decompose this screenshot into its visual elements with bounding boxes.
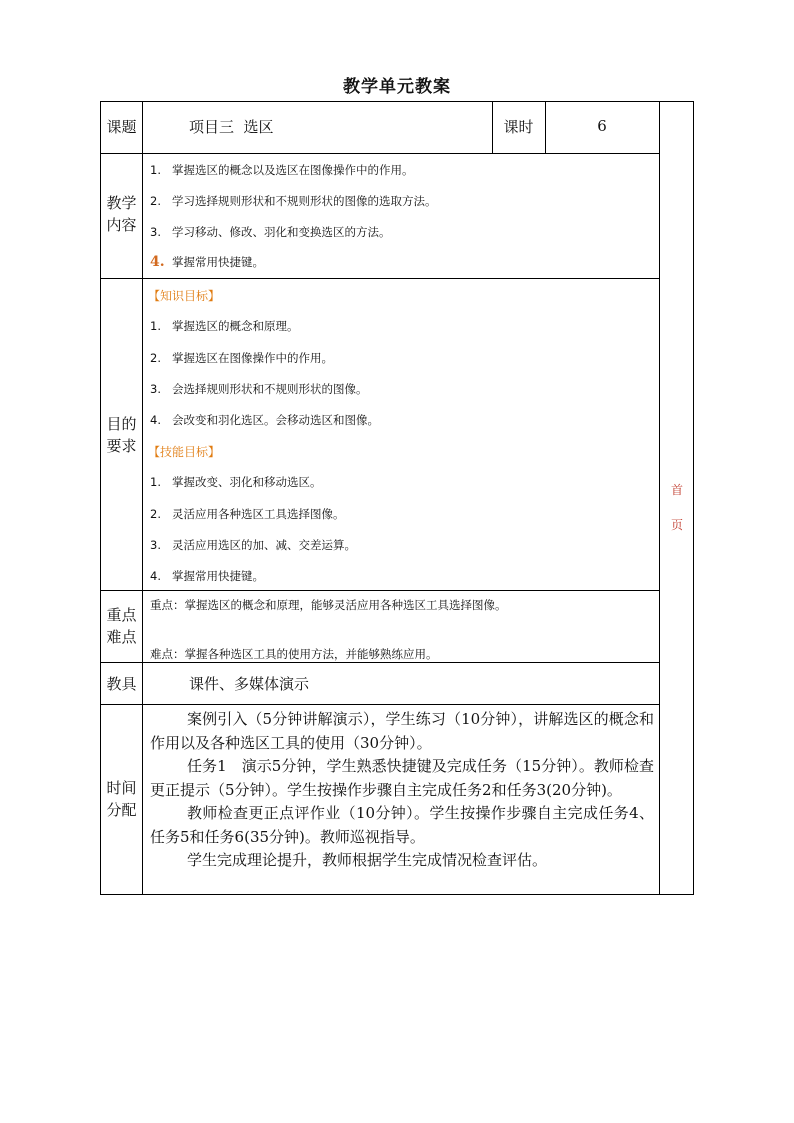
time-allocation bbox=[150, 708, 654, 873]
item-number: 2. bbox=[150, 507, 161, 521]
row-divider bbox=[100, 278, 659, 279]
label-keti: 课题 bbox=[106, 118, 137, 136]
content-item bbox=[150, 162, 414, 178]
item-text: 掌握常用快捷键。 bbox=[172, 255, 264, 269]
side-label-first: 首 bbox=[670, 483, 683, 497]
label-line: 重点 bbox=[106, 606, 137, 624]
teaching-aids: 课件、多媒体演示 bbox=[189, 675, 310, 693]
row-divider bbox=[100, 153, 659, 154]
content-item bbox=[150, 254, 264, 270]
label-mudi bbox=[100, 413, 143, 457]
label-line: 分配 bbox=[106, 801, 137, 819]
item-text: 掌握改变、羽化和移动选区。 bbox=[172, 475, 322, 489]
label-line: 教学 bbox=[106, 194, 137, 212]
key-point: 重点：掌握选区的概念和原理，能够灵活应用各种选区工具选择图像。 bbox=[150, 598, 507, 612]
item-text: 掌握选区在图像操作中的作用。 bbox=[172, 351, 333, 365]
item-text: 学习选择规则形状和不规则形状的图像的选取方法。 bbox=[172, 194, 437, 208]
item-text: 学习移动、修改、羽化和变换选区的方法。 bbox=[172, 225, 391, 239]
label-line: 时间 bbox=[106, 779, 137, 797]
hours-value: 6 bbox=[597, 117, 607, 135]
side-label-page: 页 bbox=[670, 518, 683, 532]
item-number: 2. bbox=[150, 194, 161, 208]
item-text: 掌握常用快捷键。 bbox=[172, 569, 264, 583]
skill-item bbox=[150, 474, 322, 490]
knowledge-item bbox=[150, 381, 368, 397]
item-number: 3. bbox=[150, 538, 161, 552]
item-number: 2. bbox=[150, 351, 161, 365]
label-jiaoju: 教具 bbox=[106, 675, 137, 693]
label-line: 难点 bbox=[106, 628, 137, 646]
label-line: 要求 bbox=[106, 437, 137, 455]
item-number: 4. bbox=[150, 413, 161, 427]
time-paragraph: 案例引入（5分钟讲解演示），学生练习（10分钟），讲解选区的概念和作用以及各种选区工具的使用（30分钟）。 bbox=[150, 710, 654, 752]
knowledge-item bbox=[150, 412, 379, 428]
time-paragraph: 任务1 演示5分钟，学生熟悉快捷键及完成任务（15分钟）。教师检查更正提示（5分钟）。学生按操作步骤自主完成任务2和任务3(20分钟)。 bbox=[150, 757, 654, 799]
item-text: 会改变和羽化选区。会移动选区和图像。 bbox=[172, 413, 379, 427]
skill-item bbox=[150, 568, 264, 584]
time-paragraph: 学生完成理论提升，教师根据学生完成情况检查评估。 bbox=[187, 851, 548, 869]
page-title: 教学单元教案 bbox=[343, 77, 451, 97]
skill-heading: 【技能目标】 bbox=[148, 445, 221, 459]
knowledge-heading: 【知识目标】 bbox=[148, 289, 221, 303]
row-divider bbox=[100, 590, 659, 591]
side-column-divider bbox=[659, 101, 660, 895]
label-line: 内容 bbox=[106, 216, 137, 234]
item-text: 会选择规则形状和不规则形状的图像。 bbox=[172, 382, 368, 396]
item-number: 4. bbox=[150, 569, 161, 583]
difficulty: 难点：掌握各种选区工具的使用方法，并能够熟练应用。 bbox=[150, 647, 438, 661]
hours-label: 课时 bbox=[503, 118, 534, 136]
item-number: 1. bbox=[150, 475, 161, 489]
item-number: 1. bbox=[150, 163, 161, 177]
label-zhongdian bbox=[100, 604, 143, 648]
label-line: 目的 bbox=[106, 415, 137, 433]
item-text: 灵活应用各种选区工具选择图像。 bbox=[172, 507, 345, 521]
topic-value: 项目三 选区 bbox=[189, 118, 274, 136]
time-paragraph: 教师检查更正点评作业（10分钟）。学生按操作步骤自主完成任务4、任务5和任务6(35分钟)。教师巡视指导。 bbox=[150, 804, 654, 846]
item-number: 1. bbox=[150, 319, 161, 333]
knowledge-item bbox=[150, 350, 333, 366]
skill-item bbox=[150, 537, 356, 553]
row-divider bbox=[100, 704, 659, 705]
item-number: 3. bbox=[150, 382, 161, 396]
content-item bbox=[150, 193, 437, 209]
content-item bbox=[150, 224, 391, 240]
item-number: 3. bbox=[150, 225, 161, 239]
label-neirong bbox=[100, 192, 143, 236]
knowledge-item bbox=[150, 318, 299, 334]
label-shijian bbox=[100, 777, 143, 821]
item-text: 掌握选区的概念以及选区在图像操作中的作用。 bbox=[172, 163, 414, 177]
row-divider bbox=[100, 662, 659, 663]
item-text: 灵活应用选区的加、减、交差运算。 bbox=[172, 538, 356, 552]
skill-item bbox=[150, 506, 345, 522]
item-number: 4. bbox=[150, 254, 165, 270]
item-text: 掌握选区的概念和原理。 bbox=[172, 319, 299, 333]
